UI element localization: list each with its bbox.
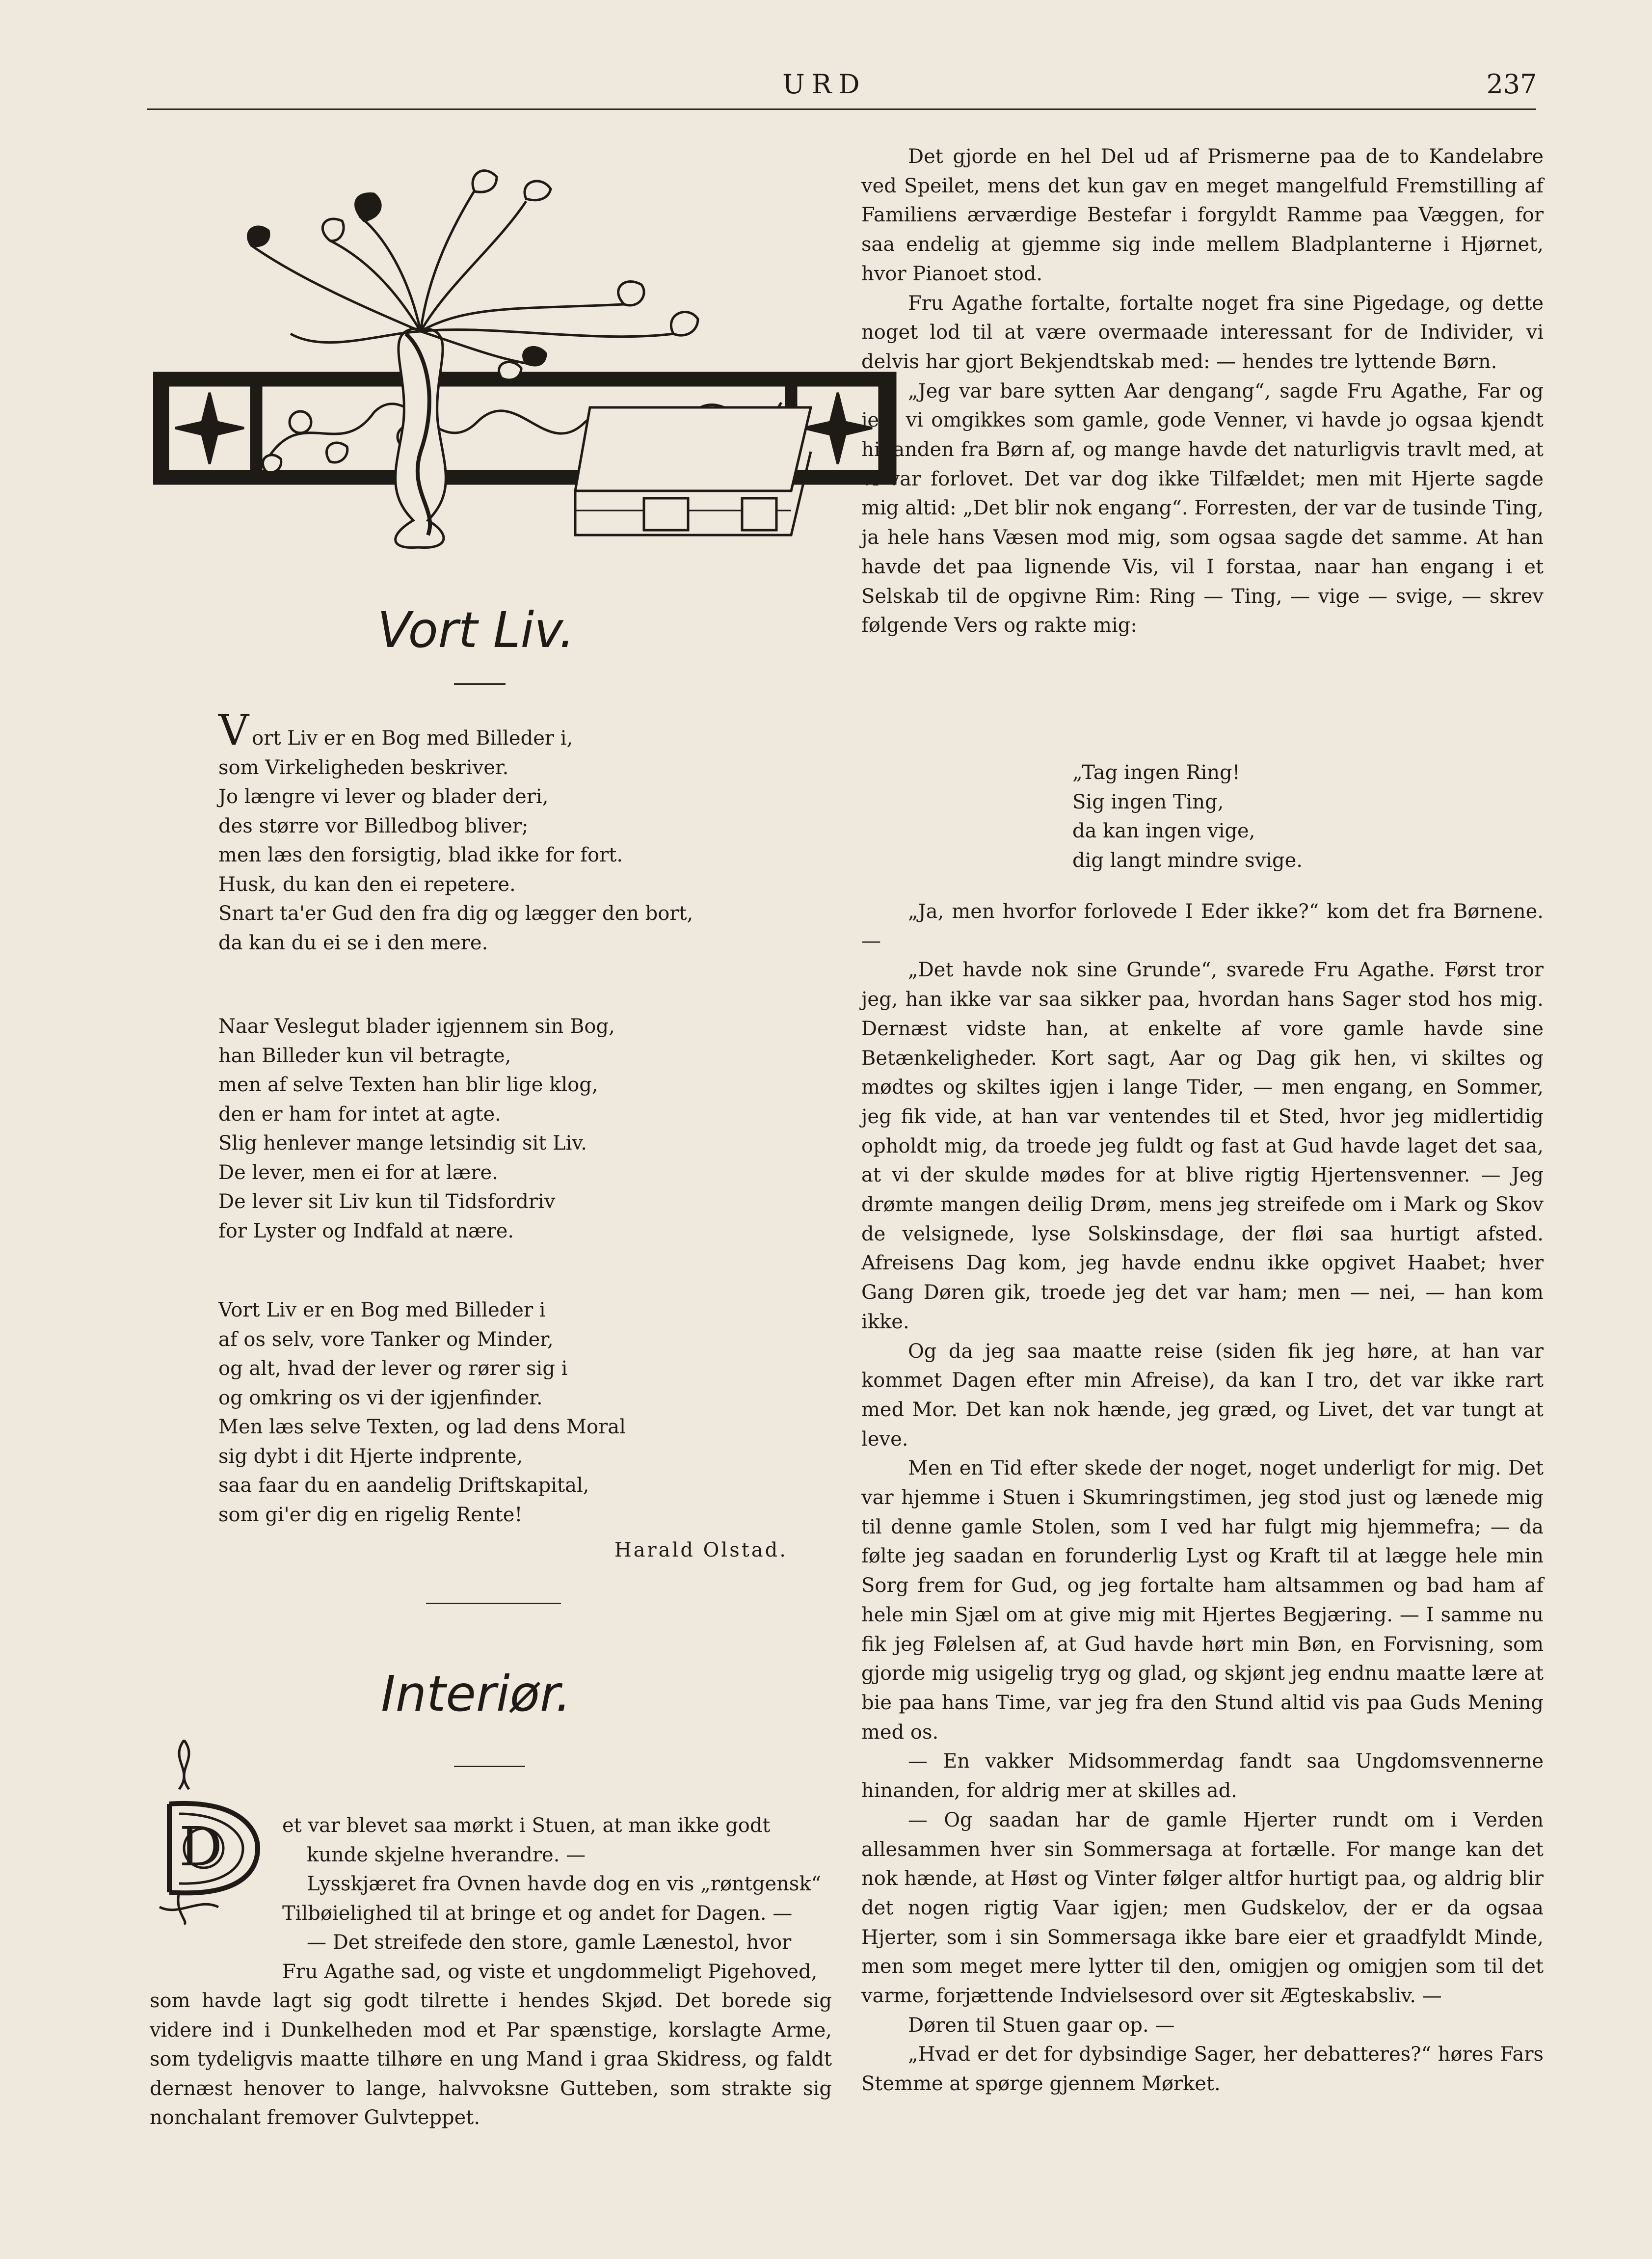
- header-rule: [147, 108, 1536, 110]
- story-title-rule: [454, 1766, 525, 1767]
- poem-line: ort Liv er en Bog med Billeder i,: [252, 727, 573, 750]
- poem-line: da kan du ei se i den mere.: [218, 931, 488, 954]
- story-paragraph: Døren til Stuen gaar op. —: [908, 2014, 1175, 2037]
- poem-line: den er ham for intet at agte.: [218, 1103, 501, 1126]
- poem-line: Naar Veslegut blader igjennem sin Bog,: [218, 1015, 615, 1038]
- poppy-vase-book-illustration: [153, 147, 904, 574]
- story-right-column-bottom: [861, 897, 1544, 2099]
- story-paragraph: Fru Agathe fortalte, fortalte noget fra sine Pigedage, og dette noget lod til at være overmaade interessant for de Individer, vi delvis har gjort Bekjendtskab med: — hendes tre lyttende Børn.: [861, 292, 1544, 373]
- story-paragraph: „Hvad er det for dybsindige Sager, her debatteres?“ høres Fars Stemme at spørge gjennem Mørket.: [861, 2043, 1544, 2096]
- poem-title-rule: [454, 683, 506, 685]
- dropcap-letter: D: [179, 1815, 223, 1878]
- poem-stanza-1: [218, 706, 788, 958]
- story-paragraph: Men en Tid efter skede der noget, noget underligt for mig. Det var hjemme i Stuen i Skumringstimen, jeg stod just og lænede mig til denne gamle Stolen, som I ved har fulgt mig hjemmefra; — da følte jeg saadan en forunderlig Lyst og Kraft til at lægge hele min Sorg frem for Gud, og jeg fortalte ham altsammen og bad ham af hele min Sjæl om at give mig mit Hjertes Begjæring. — I samme nu fik jeg Følelsen af, at Gud havde hørt min Bøn, en Forvisning, som gjorde mig usigelig tryg og glad, og skjønt jeg endnu maatte lære at bie paa hans Time, var jeg fra den Stund altid vis paa Guds Mening med os.: [861, 1457, 1544, 1744]
- poem-stanza-2: [218, 1012, 788, 1246]
- story-paragraph: — Og saadan har de gamle Hjerter rundt om i Verden allesammen hver sin Sommersaga at fortælle. For mange kan det nok hænde, at Høst og Vinter følger altfor hurtigt paa, og aldrig blir det nogen rigtig Vaar igjen; men Gudskelov, der er da ogsaa Hjerter, som i sin Sommersaga ikke bare eier et graadfyldt Minde, men som meget mere lytter til den, omigjen og omigjen som til det varme, forjættende Indvielsesord over sit Ægteskabsliv. —: [861, 1808, 1544, 2008]
- story-paragraph: som havde lagt sig godt tilrette i hendes Skjød. Det borede sig videre ind i Dunkelheden mod et Par spænstige, korslagte Arme, som tydeligvis maatte tilhøre en ung Mand i graa Skidress, og faldt dernæst henover to lange, halvvoksne Gutteben, som strakte sig nonchalant fremover Gulvteppet.: [150, 1990, 832, 2129]
- poem-line: De lever sit Liv kun til Tidsfordriv: [218, 1190, 556, 1213]
- quoted-verse: [1072, 758, 1416, 875]
- poem-title: Vort Liv.: [377, 601, 575, 659]
- illustration-signature: Ang.: [157, 473, 173, 481]
- poem-line: Men læs selve Texten, og lad dens Moral: [218, 1416, 626, 1438]
- poem-line: Husk, du kan den ei repetere.: [218, 873, 516, 896]
- poem-line: des større vor Billedbog bliver;: [218, 814, 529, 837]
- poem-line: saa faar du en aandelig Driftskapital,: [218, 1474, 589, 1497]
- story-line: Lysskjæret fra Ovnen havde dog en vis „røntgensk“: [307, 1873, 822, 1895]
- story-line: — Det streifede den store, gamle Lænestol, hvor: [307, 1931, 792, 1954]
- poem-line: og alt, hvad der lever og rører sig i: [218, 1357, 568, 1380]
- story-left-column: [150, 1811, 832, 2133]
- poem-line: Vort Liv er en Bog med Billeder i: [218, 1299, 546, 1321]
- story-title: Interiør.: [381, 1665, 571, 1722]
- verse-line: „Tag ingen Ring!: [1072, 761, 1240, 784]
- story-line: Tilbøielighed til at bringe et og andet for Dagen. —: [282, 1902, 793, 1925]
- story-paragraph: — En vakker Midsommerdag fandt saa Ungdomsvennerne hinanden, for aldrig mer at skilles ad.: [861, 1750, 1544, 1802]
- story-line: et var blevet saa mørkt i Stuen, at man ikke godt: [282, 1814, 771, 1837]
- page-number: 237: [1486, 69, 1537, 100]
- story-line: Fru Agathe sad, og viste et ungdommeligt Pigehoved,: [282, 1960, 818, 1983]
- story-paragraph: Det gjorde en hel Del ud af Prismerne paa de to Kandelabre ved Speilet, mens det kun gav en meget mangelfuld Fremstilling af Familiens ærværdige Bestefar i forgyldt Ramme paa Væggen, for saa endelig at gjemme sig inde mellem Bladplanterne i Hjørnet, hvor Pianoet stod.: [861, 145, 1544, 285]
- poem-stanza-3: [218, 1296, 788, 1530]
- story-line: kunde skjelne hverandre. —: [307, 1843, 586, 1866]
- poem-line: som Virkeligheden beskriver.: [218, 756, 509, 779]
- verse-line: da kan ingen vige,: [1072, 820, 1255, 842]
- story-paragraph: „Det havde nok sine Grunde“, svarede Fru Agathe. Først tror jeg, han ikke var saa sikker paa, hvordan hans Sager stod hos mig. Dernæst vidste han, at enkelte af vore gamle havde sine Betænkeligheder. Kort sagt, Aar og Dag gik hen, vi skiltes og mødtes og skiltes igjen i lange Tider, — men engang, en Sommer, jeg fik vide, at han var ventendes til et Sted, hvor jeg midlertidig opholdt mig, da troede jeg fuldt og fast at Gud havde laget det saa, at vi der skulde mødes for at blive rigtig Hjertensvenner. — Jeg drømte mangen deilig Drøm, mens jeg streifede om i Mark og Skov de velsignede, lyse Solskinsdage, der fløi saa hurtigt afsted. Afreisens Dag kom, jeg havde endnu ikke opgivet Haabet; hver Gang Døren gik, troede jeg det var ham; men — nei, — han kom ikke.: [861, 959, 1544, 1333]
- poem-line: Snart ta'er Gud den fra dig og lægger den bort,: [218, 902, 693, 925]
- poem-dropcap: V: [218, 706, 249, 755]
- poem-line: Jo længre vi lever og blader deri,: [218, 785, 549, 808]
- poem-line: Slig henlever mange letsindig sit Liv.: [218, 1132, 587, 1155]
- poem-line: for Lyster og Indfald at nære.: [218, 1219, 514, 1242]
- story-paragraph: „Jeg var bare sytten Aar dengang“, sagde Fru Agathe, Far og jeg, vi omgikkes som gamle, gode Venner, vi havde jo ogsaa kjendt hinanden fra Børn af, og mange havde det naturligvis travlt med, at vi var forlovet. Det var dog ikke Tilfældet; men mit Hjerte sagde mig altid: „Det blir nok engang“. Forresten, der var de tusinde Ting, ja hele hans Væsen mod mig, som ogsaa sagde det samme. At han havde det paa lignende Vis, vil I forstaa, naar han engang i et Selskab til de opgivne Rim: Ring — Ting, — vige — svige, — skrev følgende Vers og rakte mig:: [861, 379, 1544, 637]
- poem-line: men læs den forsigtig, blad ikke for fort.: [218, 844, 623, 866]
- poem-line: men af selve Texten han blir lige klog,: [218, 1074, 598, 1096]
- poem-line: og omkring os vi der igjenfinder.: [218, 1386, 543, 1409]
- poem-line: De lever, men ei for at lære.: [218, 1161, 498, 1184]
- story-paragraph: Og da jeg saa maatte reise (siden fik jeg høre, at han var kommet Dagen efter min Afreise), da kan I tro, det var ikke rart med Mor. Det kan nok hænde, jeg græd, og Livet, det var tungt at leve.: [861, 1340, 1544, 1451]
- poem-line: sig dybt i dit Hjerte indprente,: [218, 1445, 523, 1468]
- poem-author: Harald Olstad.: [614, 1539, 788, 1561]
- verse-line: dig langt mindre svige.: [1072, 849, 1303, 872]
- story-paragraph: „Ja, men hvorfor forlovede I Eder ikke?“ kom det fra Børnene. —: [861, 900, 1544, 952]
- poem-line: som gi'er dig en rigelig Rente!: [218, 1503, 523, 1526]
- story-right-column-top: [861, 142, 1544, 641]
- verse-line: Sig ingen Ting,: [1072, 790, 1224, 813]
- poem-line: af os selv, vore Tanker og Minder,: [218, 1328, 554, 1351]
- section-divider: [426, 1603, 561, 1604]
- running-header-title: URD: [782, 69, 867, 100]
- poem-line: han Billeder kun vil betragte,: [218, 1044, 511, 1067]
